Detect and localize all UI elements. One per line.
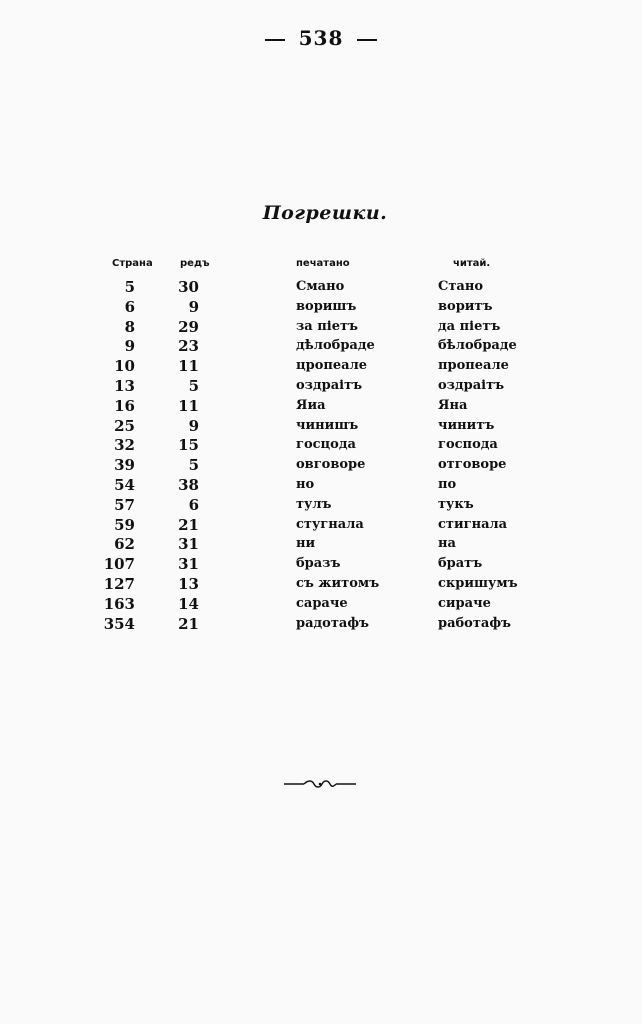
printed-cell: Яиа [296,397,326,413]
page-cell: 10 [114,357,135,376]
ornament-divider [284,778,356,790]
page-cell: 354 [103,614,135,633]
read-cell: работафъ [438,615,512,631]
line-cell: 38 [178,475,199,494]
printed-cell: тулъ [296,496,332,512]
read-cell: братъ [438,556,483,572]
errata-row [0,535,642,555]
read-cell: стигнала [438,516,508,532]
errata-row [0,575,642,595]
errata-table [0,258,642,638]
read-cell: сираче [438,595,491,611]
printed-cell: цропеале [296,358,368,374]
page-cell: 25 [114,416,135,435]
line-cell: 6 [188,495,199,514]
printed-cell: Смано [296,279,345,294]
line-cell: 21 [178,614,199,633]
line-cell: 23 [178,337,199,356]
read-cell: Яна [438,397,468,413]
page-cell: 127 [103,574,135,593]
printed-cell: съ житомъ [296,575,380,591]
right-dash [357,39,377,41]
printed-cell: за піетъ [296,318,358,334]
errata-row [0,615,642,635]
printed-cell: стугнала [296,516,364,532]
read-cell: скришумъ [438,575,518,591]
line-cell: 30 [178,278,199,296]
page-cell: 32 [114,436,135,455]
printed-cell: но [296,476,315,492]
line-cell: 13 [178,574,199,593]
errata-row [0,456,642,476]
line-cell: 9 [188,297,199,316]
errata-row [0,516,642,536]
left-dash [265,39,285,41]
page-cell: 6 [124,297,135,316]
read-cell: оздраітъ [438,377,505,393]
read-cell: чинитъ [438,417,495,433]
line-cell: 5 [188,456,199,475]
read-cell: Стано [438,279,484,294]
read-cell: воритъ [438,298,493,314]
errata-row [0,476,642,496]
read-cell: отговоре [438,457,507,473]
read-cell: на [438,536,456,552]
errata-row [0,357,642,377]
errata-row [0,318,642,338]
page-number-text: 538 [298,26,344,50]
line-cell: 31 [178,555,199,574]
errata-row [0,496,642,516]
page-cell: 59 [114,515,135,534]
line-cell: 9 [188,416,199,435]
page-cell: 107 [103,555,135,574]
printed-cell: радотафъ [296,615,370,631]
read-cell: тукъ [438,496,474,512]
printed-cell: сараче [296,595,348,611]
page-cell: 39 [114,456,135,475]
page-title: Погрешки. [262,202,388,224]
printed-cell: дѣлобраде [296,338,375,354]
header-printed: печатано [296,258,350,269]
read-cell: господа [438,437,498,453]
errata-row [0,436,642,456]
page-cell: 54 [114,475,135,494]
header-line: редъ [180,258,210,269]
page-number [0,26,642,50]
read-cell: бѣлобраде [438,338,517,354]
line-cell: 21 [178,515,199,534]
errata-row [0,595,642,615]
read-cell: пропеале [438,358,509,374]
line-cell: 11 [178,357,199,376]
page-cell: 9 [124,337,135,356]
page-cell: 5 [124,278,135,296]
page-cell: 8 [124,317,135,336]
printed-cell: овговоре [296,457,366,473]
errata-row [0,397,642,417]
line-cell: 14 [178,594,199,613]
printed-cell: бразъ [296,556,341,572]
errata-row [0,298,642,318]
line-cell: 15 [178,436,199,455]
errata-row [0,555,642,575]
errata-row [0,278,642,298]
header-page: Страна [112,258,153,269]
line-cell: 29 [178,317,199,336]
page-cell: 16 [114,396,135,415]
page-cell: 57 [114,495,135,514]
errata-rows [0,278,642,634]
errata-row [0,417,642,437]
read-cell: по [438,476,457,492]
line-cell: 11 [178,396,199,415]
printed-cell: госцода [296,437,356,453]
line-cell: 5 [188,376,199,395]
printed-cell: ни [296,536,316,552]
page-cell: 62 [114,535,135,554]
page-cell: 163 [103,594,135,613]
errata-row [0,337,642,357]
page-cell: 13 [114,376,135,395]
read-cell: да піетъ [438,318,501,334]
printed-cell: оздраітъ [296,377,363,393]
line-cell: 31 [178,535,199,554]
printed-cell: воришъ [296,298,357,314]
printed-cell: чинишъ [296,417,359,433]
errata-row [0,377,642,397]
header-read: читай. [453,258,491,269]
